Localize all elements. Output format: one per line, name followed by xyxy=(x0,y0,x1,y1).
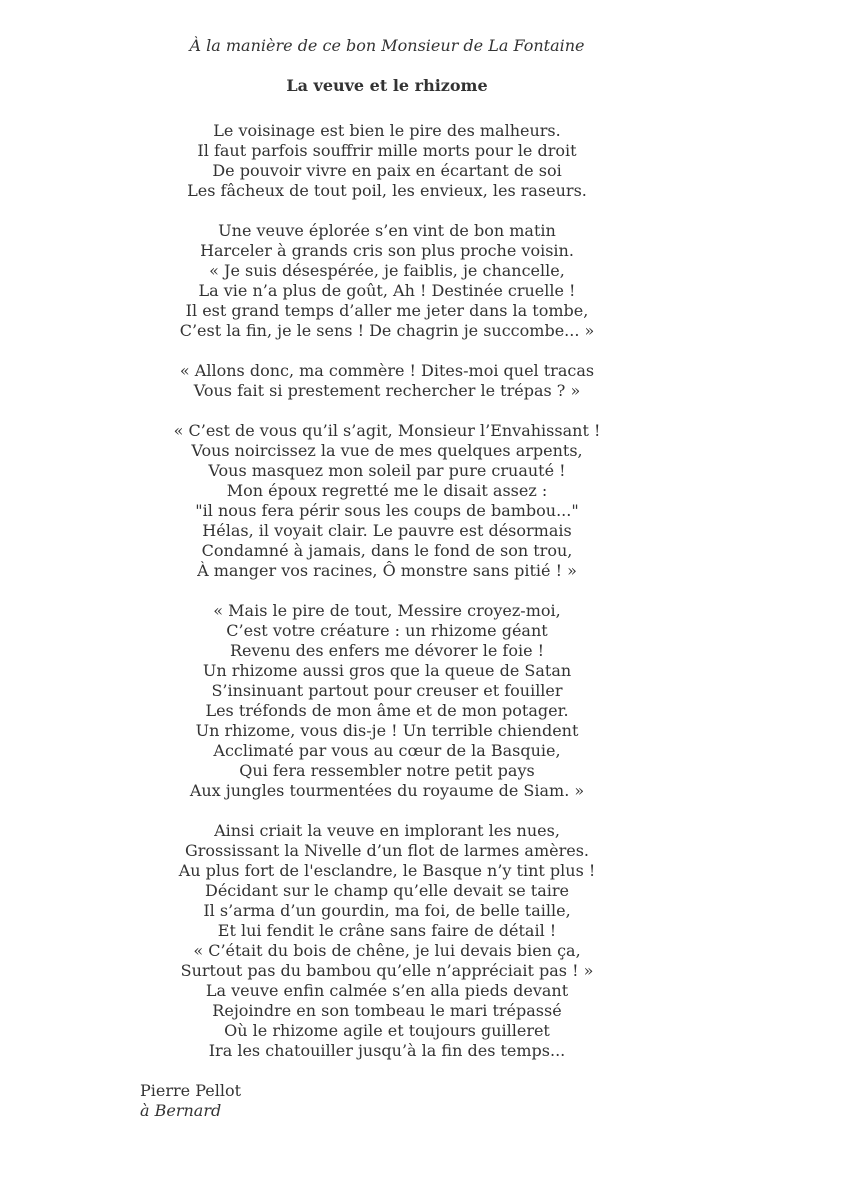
poem-line: Décidant sur le champ qu’elle devait se taire xyxy=(205,881,569,900)
poem-line: « Je suis désespérée, je faiblis, je chancelle, xyxy=(209,261,565,280)
poem-line: De pouvoir vivre en paix en écartant de soi xyxy=(212,161,562,180)
poem-line: Et lui fendit le crâne sans faire de détail ! xyxy=(217,921,557,940)
poem-line: Revenu des enfers me dévorer le foie ! xyxy=(229,641,545,660)
poem-line: La veuve enfin calmée s’en alla pieds devant xyxy=(205,981,569,1000)
stanza xyxy=(140,821,634,1061)
stanza xyxy=(140,221,634,341)
poem-line: Vous fait si prestement rechercher le trépas ? » xyxy=(193,381,581,400)
poem-line: C’est votre créature : un rhizome géant xyxy=(226,621,548,640)
poem-line: Ainsi criait la veuve en implorant les nues, xyxy=(214,821,560,840)
poem-line: Il faut parfois souffrir mille morts pour le droit xyxy=(197,141,577,160)
poem-line: Il s’arma d’un gourdin, ma foi, de belle taille, xyxy=(203,901,571,920)
poem-line: Qui fera ressembler notre petit pays xyxy=(239,761,535,780)
poem-line: Les fâcheux de tout poil, les envieux, les raseurs. xyxy=(187,181,587,200)
poem-line: S’insinuant partout pour creuser et fouiller xyxy=(211,681,563,700)
epigraph: À la manière de ce bon Monsieur de La Fontaine xyxy=(189,36,585,55)
poem-line: « C’est de vous qu’il s’agit, Monsieur l’Envahissant ! xyxy=(173,421,601,440)
poem-line: C’est la fin, je le sens ! De chagrin je succombe... » xyxy=(179,321,595,340)
poem-line: Une veuve éplorée s’en vint de bon matin xyxy=(218,221,556,240)
stanza xyxy=(140,601,634,801)
dedication: à Bernard xyxy=(140,1101,222,1120)
stanza xyxy=(140,421,634,581)
signature-block xyxy=(140,1081,634,1121)
poem-content xyxy=(140,0,634,1121)
stanza xyxy=(140,121,634,201)
poem-line: Aux jungles tourmentées du royaume de Siam. » xyxy=(189,781,585,800)
poem-line: "il nous fera périr sous les coups de bambou..." xyxy=(195,501,579,520)
author-name: Pierre Pellot xyxy=(140,1081,242,1100)
poem-line: Mon époux regretté me le disait assez : xyxy=(226,481,548,500)
poem-line: Rejoindre en son tombeau le mari trépassé xyxy=(212,1001,562,1020)
poem-line: Grossissant la Nivelle d’un flot de larmes amères. xyxy=(184,841,589,860)
poem-line: À manger vos racines, Ô monstre sans pitié ! » xyxy=(197,561,577,580)
poem-line: Les tréfonds de mon âme et de mon potager. xyxy=(205,701,569,720)
poem-line: Il est grand temps d’aller me jeter dans la tombe, xyxy=(185,301,589,320)
poem-line: Condamné à jamais, dans le fond de son trou, xyxy=(201,541,573,560)
poem-line: Hélas, il voyait clair. Le pauvre est désormais xyxy=(202,521,572,540)
poem-line: Où le rhizome agile et toujours guilleret xyxy=(224,1021,550,1040)
poem-line: La vie n’a plus de goût, Ah ! Destinée cruelle ! xyxy=(198,281,576,300)
poem-line: Ira les chatouiller jusqu’à la fin des temps... xyxy=(208,1041,566,1060)
poem-title: La veuve et le rhizome xyxy=(286,76,488,95)
poem-line: « C’était du bois de chêne, je lui devais bien ça, xyxy=(193,941,581,960)
poem-body xyxy=(140,121,634,1061)
poem-line: Vous noircissez la vue de mes quelques arpents, xyxy=(191,441,583,460)
poem-line: Acclimaté par vous au cœur de la Basquie, xyxy=(213,741,561,760)
poem-line: « Mais le pire de tout, Messire croyez-moi, xyxy=(213,601,561,620)
poem-line: Au plus fort de l'esclandre, le Basque n’y tint plus ! xyxy=(178,861,596,880)
poem-line: Le voisinage est bien le pire des malheurs. xyxy=(213,121,561,140)
poem-line: Un rhizome, vous dis-je ! Un terrible chiendent xyxy=(195,721,579,740)
poem-line: « Allons donc, ma commère ! Dites-moi quel tracas xyxy=(179,361,595,380)
stanza xyxy=(140,361,634,401)
poem-line: Harceler à grands cris son plus proche voisin. xyxy=(200,241,574,260)
poem-line: Vous masquez mon soleil par pure cruauté ! xyxy=(208,461,566,480)
poem-line: Un rhizome aussi gros que la queue de Satan xyxy=(202,661,572,680)
poem-line: Surtout pas du bambou qu’elle n’appréciait pas ! » xyxy=(180,961,594,980)
